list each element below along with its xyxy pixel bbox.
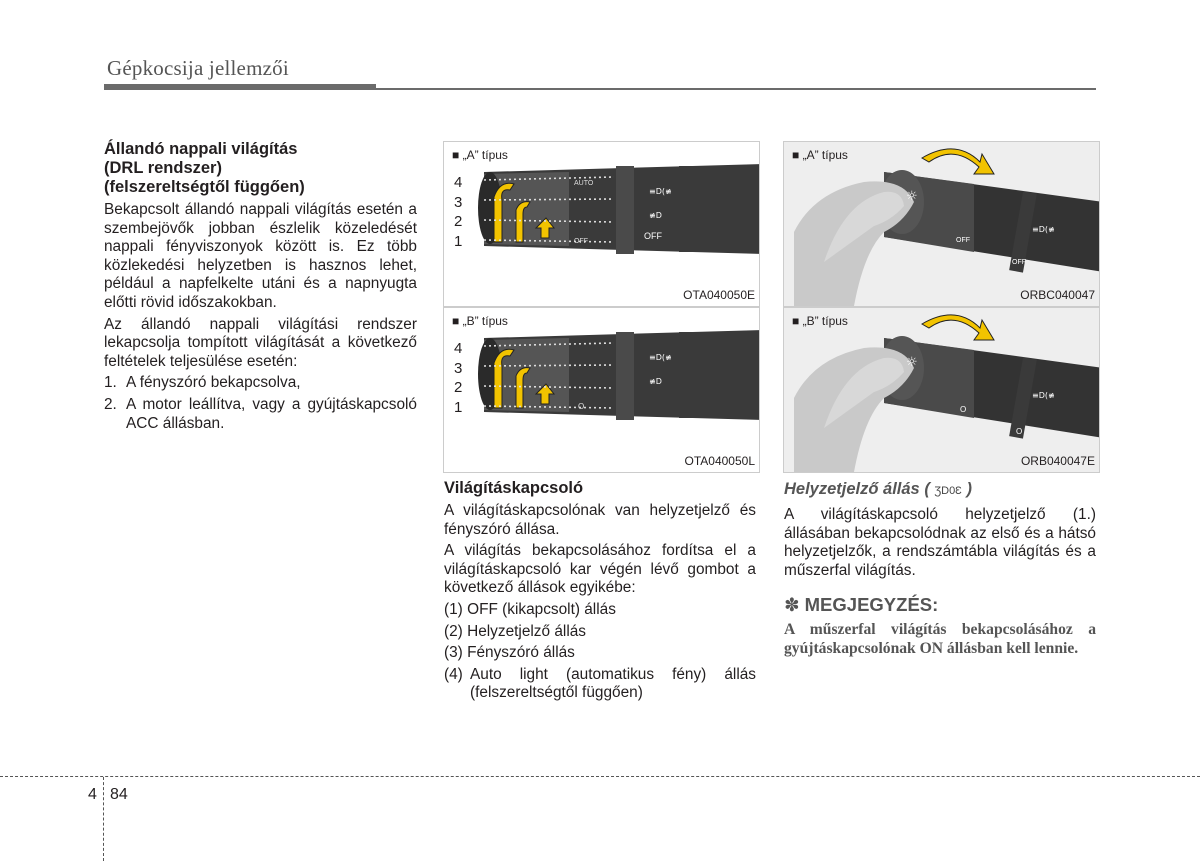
section-number: 4 [88,786,97,803]
fog-light-icon: ≡D(≢ [649,353,672,362]
header-rule [104,84,376,90]
middle-column [444,479,756,706]
figure-hand-type-a [783,141,1100,307]
figure-stalk-type-a [443,141,760,307]
parking-light-icon: ƷD0Ɛ [934,485,962,497]
parking-light-heading-text: Helyzetjelző állás ( [784,480,930,498]
drl-heading-line-3: (felszereltségtől függően) [104,178,305,196]
page-number: 84 [110,786,128,803]
position-number: (3) [444,644,463,662]
hand-turning-switch-illustration [784,142,1099,306]
sun-icon: ☼ [906,189,918,204]
light-switch-paragraph-1: A világításkapcsolónak van helyzetjelző és fényszóró állása. [444,502,756,538]
drl-heading-line-2: (DRL rendszer) [104,159,222,177]
figure-code: ORB040047E [1020,454,1095,468]
footer-dashed-divider [103,777,104,861]
sun-icon: ☼ [906,355,918,370]
figure-type-label: ■ „B” típus [452,314,508,328]
drl-paragraph-2: Az állandó nappali világítási rendszer lekapcsolja tompított világítását a következő feltételek teljesülése esetén: [104,315,417,370]
hand-turning-switch-illustration [784,308,1099,472]
parking-light-heading [784,480,1096,501]
rear-fog-light-icon: ≢D [649,377,662,386]
off-label: OFF [956,237,970,244]
position-text: OFF (kikapcsolt) állás [467,600,616,618]
position-number-2: 2 [454,379,463,396]
position-item-2 [444,623,756,642]
position-number-4: 4 [454,340,463,357]
position-item-4 [444,666,756,703]
fog-light-icon: ≡D(≢ [1032,225,1055,234]
light-switch-paragraph-2: A világítás bekapcsolásához fordítsa el a világításkapcsoló kar végén lévő gombot a következő állások egyikébe: [444,542,756,597]
condition-number: 2. [104,395,117,413]
figure-code: OTA040050E [683,288,755,302]
position-text: Fényszóró állás [467,644,575,662]
off-label: OFF [574,238,588,245]
parking-light-paragraph: A világításkapcsoló helyzetjelző (1.) állásában bekapcsolódnak az első és a hátsó helyzetjelzők, a rendszámtábla világítás és a műszerfal világítás. [784,506,1096,579]
figure-code: ORBC040047 [1020,288,1095,302]
svg-text:OFF: OFF [644,231,662,241]
footer-dashed-rule [0,776,1200,777]
condition-text: A motor leállítva, vagy a gyújtáskapcsoló ACC állásban. [126,395,417,432]
auto-label: AUTO [574,180,594,187]
header-rule-thin [376,88,1096,90]
condition-text: A fényszóró bekapcsolva, [126,374,301,392]
right-column [784,480,1096,658]
off-label: O [578,402,585,411]
position-number-1: 1 [454,399,463,416]
drl-heading [104,140,417,197]
figure-code: OTA040050L [684,454,755,468]
position-number-4: 4 [454,174,463,191]
off-label: OFF [1012,259,1026,266]
condition-number: 1. [104,374,117,392]
page-header-title: Gépkocsija jellemzői [107,56,289,80]
parking-light-heading-end: ) [966,480,972,498]
position-number-2: 2 [454,213,463,230]
condition-item-1 [104,374,417,393]
drl-paragraph-1: Bekapcsolt állandó nappali világítás esetén a szembejövők jobban észlelik közeledését nappali fényviszonyok között is. Ez több közlekedési helyzetben is hasznos lehet, például a napfelkelte utáni és a napnyugta előtti rövid időszakokban. [104,201,417,311]
position-number: (1) [444,600,463,618]
position-number: (4) [444,665,463,683]
off-label: O [960,405,967,414]
light-switch-stalk-illustration [444,142,759,306]
figure-hand-type-b [783,307,1100,473]
light-switch-heading: Világításkapcsoló [444,479,584,497]
position-number-3: 3 [454,194,463,211]
off-label: O [1016,427,1023,436]
note-title: ✽ MEGJEGYZÉS: [784,594,939,616]
position-text: Auto light (automatikus fény) állás (felszereltségtől függően) [470,665,756,702]
drl-heading-line-1: Állandó nappali világítás [104,140,298,158]
condition-item-2 [104,396,417,433]
note-body: A műszerfal világítás bekapcsolásához a gyújtáskapcsolónak ON állásban kell lennie. [784,620,1096,657]
position-number-3: 3 [454,360,463,377]
fog-light-icon: ≡D(≢ [649,187,672,196]
position-number-1: 1 [454,233,463,250]
position-text: Helyzetjelző állás [467,622,586,640]
position-item-3 [444,644,756,663]
figure-type-label: ■ „A” típus [792,148,848,162]
light-switch-stalk-illustration [444,308,759,472]
position-number: (2) [444,622,463,640]
figure-type-label: ■ „A” típus [452,148,508,162]
figure-type-label: ■ „B” típus [792,314,848,328]
rear-fog-light-icon: ≢D [649,211,662,220]
fog-light-icon: ≡D(≢ [1032,391,1055,400]
figure-stalk-type-b [443,307,760,473]
left-column [104,140,417,436]
position-item-1 [444,601,756,620]
